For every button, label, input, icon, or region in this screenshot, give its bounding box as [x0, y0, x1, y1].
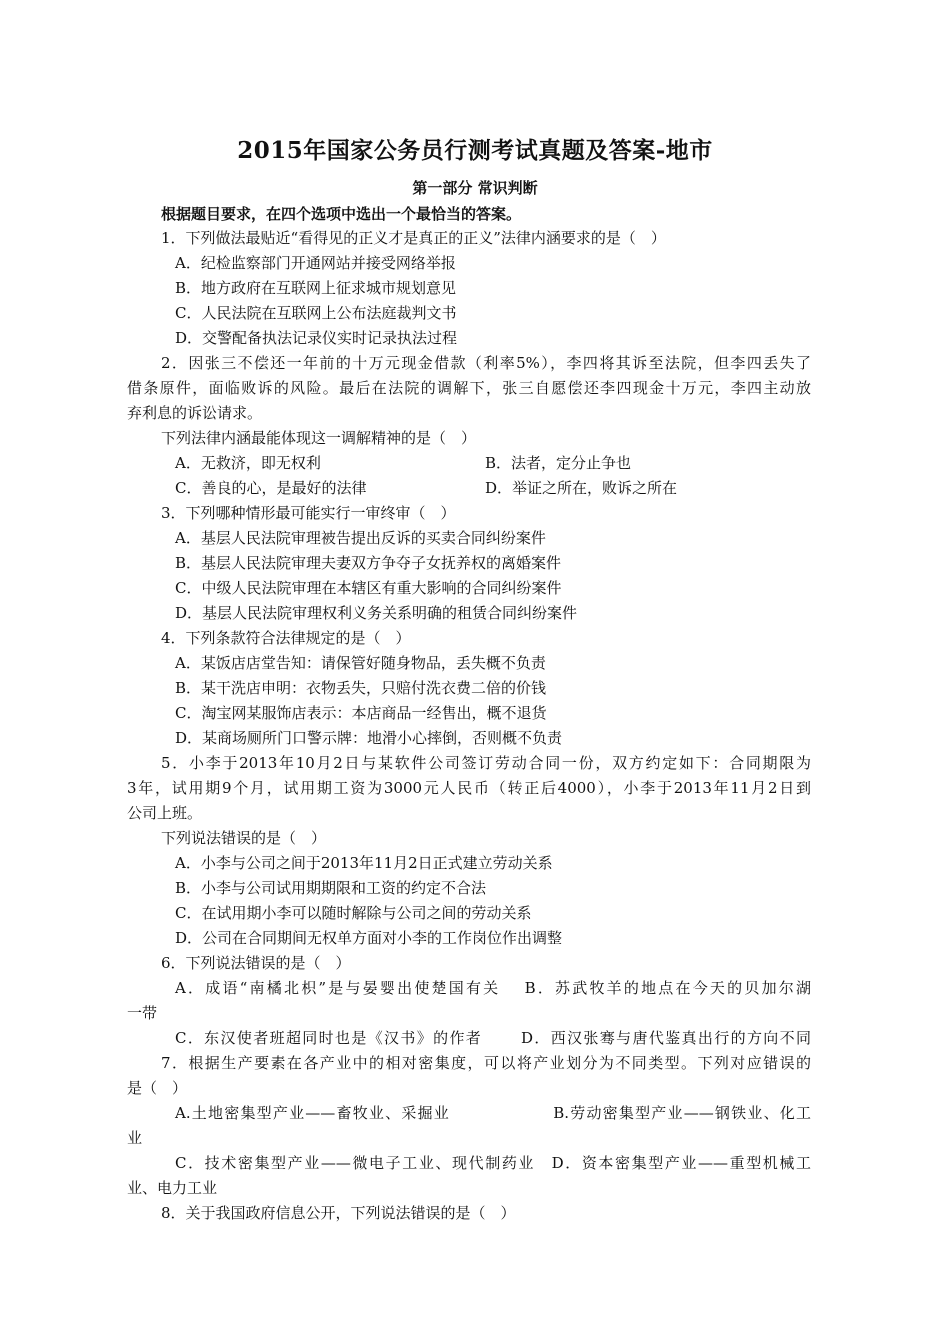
- option-line: C．在试用期小李可以随时解除与公司之间的劳动关系: [175, 904, 532, 922]
- option-line: A．成语“南橘北枳”是与晏婴出使楚国有关 B．苏武牧羊的地点在今天的贝加尔湖: [175, 979, 811, 997]
- option-line: B．某干洗店申明：衣物丢失，只赔付洗衣费二倍的价钱: [175, 679, 547, 697]
- option-text: A．无救济，即无权利: [175, 454, 321, 472]
- question-line: 4．下列条款符合法律规定的是（ ）: [161, 629, 411, 647]
- document-title: 2015年国家公务员行测考试真题及答案-地市: [237, 137, 713, 164]
- question-body: [127, 226, 811, 1226]
- option-line: B．地方政府在互联网上征求城市规划意见: [175, 279, 457, 297]
- option-line: B．基层人民法院审理夫妻双方争夺子女抚养权的离婚案件: [175, 554, 562, 572]
- text-line: 业、电力工业: [127, 1179, 218, 1197]
- option-line: C．人民法院在互联网上公布法庭裁判文书: [175, 304, 457, 322]
- question-line: 8．关于我国政府信息公开，下列说法错误的是（ ）: [161, 1204, 516, 1222]
- text-line: 是（ ）: [127, 1079, 188, 1097]
- option-line: D．交警配备执法记录仪实时记录执法过程: [175, 329, 458, 347]
- option-text: C．善良的心，是最好的法律: [175, 479, 367, 497]
- section-heading: 第一部分 常识判断: [412, 179, 538, 197]
- option-line: A.土地密集型产业——畜牧业、采掘业 B.劳动密集型产业——钢铁业、化工: [175, 1104, 811, 1122]
- option-pair-row: [127, 451, 811, 476]
- option-line: A．小李与公司之间于2013年11月2日正式建立劳动关系: [175, 854, 553, 872]
- question-line: 下列法律内涵最能体现这一调解精神的是（ ）: [161, 429, 477, 447]
- instruction-text: 根据题目要求，在四个选项中选出一个最恰当的答案。: [161, 205, 522, 223]
- question-line: 7．根据生产要素在各产业中的相对密集度，可以将产业划分为不同类型。下列对应错误的: [161, 1054, 811, 1072]
- question-line: 2．因张三不偿还一年前的十万元现金借款（利率5%），李四将其诉至法院，但李四丢失了: [161, 354, 811, 372]
- option-line: D．基层人民法院审理权利义务关系明确的租赁合同纠纷案件: [175, 604, 578, 622]
- option-line: C．技术密集型产业——微电子工业、现代制药业 D．资本密集型产业——重型机械工: [175, 1154, 811, 1172]
- question-line: 3．下列哪种情形最可能实行一审终审（ ）: [161, 504, 456, 522]
- text-line: 3年，试用期9个月，试用期工资为3000元人民币（转正后4000），小李于2013年11月2日到: [127, 779, 811, 797]
- option-line: C．中级人民法院审理在本辖区有重大影响的合同纠纷案件: [175, 579, 562, 597]
- text-line: 公司上班。: [127, 804, 203, 822]
- question-line: 下列说法错误的是（ ）: [161, 829, 327, 847]
- option-text: B．法者，定分止争也: [485, 454, 632, 472]
- text-line: 一带: [127, 1004, 158, 1022]
- option-line: C．东汉使者班超同时也是《汉书》的作者 D．西汉张骞与唐代鉴真出行的方向不同: [175, 1029, 811, 1047]
- text-line: 弃利息的诉讼请求。: [127, 404, 263, 422]
- option-line: A．基层人民法院审理被告提出反诉的买卖合同纠纷案件: [175, 529, 546, 547]
- question-line: 5．小李于2013年10月2日与某软件公司签订劳动合同一份，双方约定如下：合同期限为: [161, 754, 811, 772]
- question-line: 6．下列说法错误的是（ ）: [161, 954, 351, 972]
- text-line: 业: [127, 1129, 143, 1147]
- option-line: B．小李与公司试用期期限和工资的约定不合法: [175, 879, 487, 897]
- option-pair-row: [127, 476, 811, 501]
- option-line: A．纪检监察部门开通网站并接受网络举报: [175, 254, 456, 272]
- option-line: D．某商场厕所门口警示牌：地滑小心摔倒，否则概不负责: [175, 729, 563, 747]
- text-line: 借条原件，面临败诉的风险。最后在法院的调解下，张三自愿偿还李四现金十万元，李四主动放: [127, 379, 811, 397]
- option-line: C．淘宝网某服饰店表示：本店商品一经售出，概不退货: [175, 704, 547, 722]
- question-line: 1．下列做法最贴近“看得见的正义才是真正的正义”法律内涵要求的是（ ）: [161, 229, 666, 247]
- option-line: A．某饭店店堂告知：请保管好随身物品，丢失概不负责: [175, 654, 546, 672]
- option-text: D．举证之所在，败诉之所在: [485, 479, 678, 497]
- option-line: D．公司在合同期间无权单方面对小李的工作岗位作出调整: [175, 929, 563, 947]
